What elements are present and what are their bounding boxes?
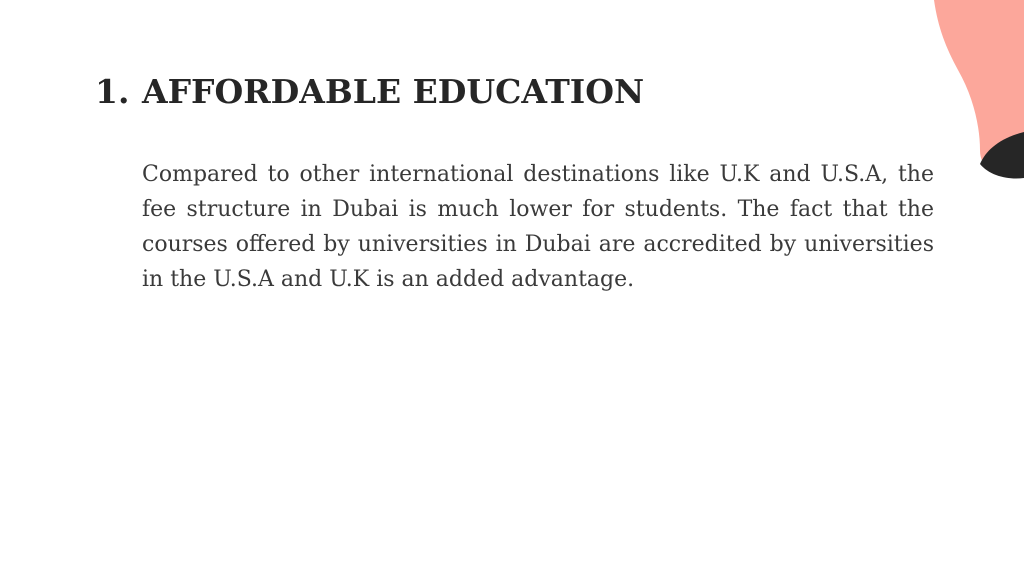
heading-title: AFFORDABLE EDUCATION — [142, 72, 645, 111]
decorative-blob-shape — [934, 0, 1024, 180]
body-paragraph: Compared to other international destinations like U.K and U.S.A, the fee structure in Dubai is much lower for students. The fact that the courses offered by universities in Dubai are accredited by universities in the U.S.A and U.K is an added advantage. — [142, 162, 934, 292]
slide-heading — [95, 72, 644, 111]
heading-number: 1. — [95, 72, 130, 111]
